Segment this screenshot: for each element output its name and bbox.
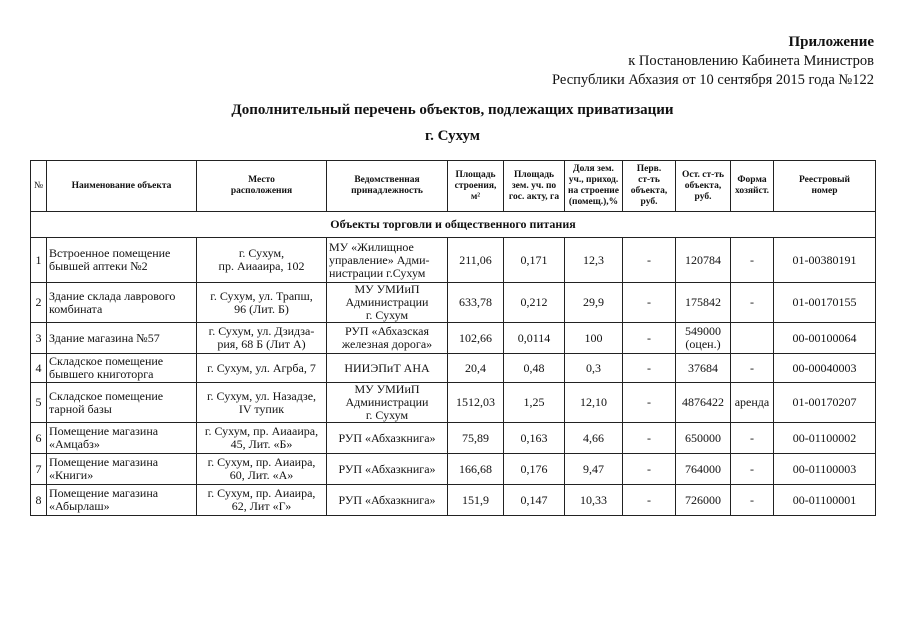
cell-land: 0,212 [504,283,565,323]
cell-reg: 00-00040003 [774,354,876,383]
col-header-share: Доля зем. уч., приход. на строение (помещ.),% [565,161,623,212]
cell-form: - [731,454,774,485]
cell-dept: НИИЭПиТ АНА [327,354,448,383]
cell-dept: РУП «Абхазская железная дорога» [327,323,448,354]
cell-name: Складское помещение бывшего книготорга [47,354,197,383]
cell-location: г. Сухум, ул. Дзидза- рия, 68 Б (Лит А) [197,323,327,354]
cell-share: 0,3 [565,354,623,383]
cell-name: Встроенное помещение бывшей аптеки №2 [47,238,197,283]
col-header-num: № [31,161,47,212]
cell-reg: 00-01100002 [774,423,876,454]
cell-form: аренда [731,383,774,423]
cell-share: 12,10 [565,383,623,423]
col-header-residual-cost: Ост. ст-ть объекта, руб. [676,161,731,212]
cell-location: г. Сухум, пр. Аиаира, 60, Лит. «А» [197,454,327,485]
cell-dept: РУП «Абхазкнига» [327,454,448,485]
col-header-dept: Ведомственная принадлежность [327,161,448,212]
cell-num: 3 [31,323,47,354]
cell-initial-cost: - [623,485,676,516]
cell-residual-cost: 764000 [676,454,731,485]
col-header-reg: Реестровый номер [774,161,876,212]
cell-reg: 00-01100001 [774,485,876,516]
cell-location: г. Сухум, ул. Агрба, 7 [197,354,327,383]
cell-area: 211,06 [448,238,504,283]
cell-location: г. Сухум, пр. Аиааира, 102 [197,238,327,283]
cell-residual-cost: 37684 [676,354,731,383]
cell-name: Помещение магазина «Абырлаш» [47,485,197,516]
cell-reg: 01-00170155 [774,283,876,323]
appendix-label: Приложение [788,34,874,50]
section-row [31,212,876,238]
cell-form: - [731,354,774,383]
cell-num: 8 [31,485,47,516]
table-row [31,383,876,423]
cell-form: - [731,238,774,283]
col-header-location: Место расположения [197,161,327,212]
cell-num: 6 [31,423,47,454]
cell-land: 0,163 [504,423,565,454]
cell-name: Здание склада лаврового комбината [47,283,197,323]
cell-num: 1 [31,238,47,283]
objects-table [30,160,876,516]
cell-residual-cost: 650000 [676,423,731,454]
table-row [31,485,876,516]
cell-reg: 00-00100064 [774,323,876,354]
section-title: Объекты торговли и общественного питания [31,212,876,238]
table-row [31,283,876,323]
cell-name: Помещение магазина «Книги» [47,454,197,485]
col-header-initial-cost: Перв. ст-ть объекта, руб. [623,161,676,212]
col-header-land: Площадь зем. уч. по гос. акту, га [504,161,565,212]
cell-land: 0,171 [504,238,565,283]
table-row [31,454,876,485]
cell-share: 12,3 [565,238,623,283]
cell-area: 1512,03 [448,383,504,423]
cell-name: Складское помещение тарной базы [47,383,197,423]
cell-dept: РУП «Абхазкнига» [327,423,448,454]
cell-reg: 00-01100003 [774,454,876,485]
cell-residual-cost: 120784 [676,238,731,283]
cell-form: - [731,423,774,454]
cell-land: 0,176 [504,454,565,485]
table-row [31,238,876,283]
cell-initial-cost: - [623,283,676,323]
table-row [31,323,876,354]
page-title: Дополнительный перечень объектов, подлежащих приватизации [231,102,674,118]
cell-location: г. Сухум, ул. Назадзе, IV тупик [197,383,327,423]
cell-num: 5 [31,383,47,423]
cell-dept: МУ «Жилищное управление» Адми- нистрации г.Сухум [327,238,448,283]
table-row [31,354,876,383]
cell-form [731,323,774,354]
decree-date-line: Республики Абхазия от 10 сентября 2015 года №122 [552,72,874,88]
cell-dept: МУ УМИиП Администрации г. Сухум [327,283,448,323]
cell-area: 102,66 [448,323,504,354]
cell-residual-cost: 549000 (оцен.) [676,323,731,354]
cell-land: 0,0114 [504,323,565,354]
cell-initial-cost: - [623,454,676,485]
col-header-area: Площадь строения, м² [448,161,504,212]
cell-area: 151,9 [448,485,504,516]
col-header-form: Форма хозяйст. [731,161,774,212]
cell-reg: 01-00380191 [774,238,876,283]
cell-initial-cost: - [623,354,676,383]
cell-num: 4 [31,354,47,383]
cell-initial-cost: - [623,238,676,283]
cell-location: г. Сухум, ул. Трапш, 96 (Лит. Б) [197,283,327,323]
decree-line: к Постановлению Кабинета Министров [628,53,874,69]
cell-initial-cost: - [623,383,676,423]
cell-dept: МУ УМИиП Администрации г. Сухум [327,383,448,423]
cell-form: - [731,485,774,516]
cell-share: 10,33 [565,485,623,516]
cell-num: 2 [31,283,47,323]
cell-residual-cost: 726000 [676,485,731,516]
cell-land: 0,147 [504,485,565,516]
cell-share: 29,9 [565,283,623,323]
cell-num: 7 [31,454,47,485]
cell-initial-cost: - [623,323,676,354]
cell-share: 100 [565,323,623,354]
cell-residual-cost: 175842 [676,283,731,323]
cell-area: 633,78 [448,283,504,323]
cell-location: г. Сухум, пр. Аиааира, 45, Лит. «Б» [197,423,327,454]
cell-location: г. Сухум, пр. Аиаира, 62, Лит «Г» [197,485,327,516]
cell-dept: РУП «Абхазкнига» [327,485,448,516]
cell-area: 20,4 [448,354,504,383]
city-subtitle: г. Сухум [424,128,481,144]
cell-form: - [731,283,774,323]
cell-area: 166,68 [448,454,504,485]
cell-reg: 01-00170207 [774,383,876,423]
table-header-row [31,161,876,212]
cell-residual-cost: 4876422 [676,383,731,423]
cell-share: 4,66 [565,423,623,454]
cell-share: 9,47 [565,454,623,485]
document-header [552,33,874,90]
cell-name: Здание магазина №57 [47,323,197,354]
cell-initial-cost: - [623,423,676,454]
col-header-name: Наименование объекта [47,161,197,212]
cell-land: 0,48 [504,354,565,383]
cell-name: Помещение магазина «Амцабз» [47,423,197,454]
table-row [31,423,876,454]
cell-land: 1,25 [504,383,565,423]
cell-area: 75,89 [448,423,504,454]
